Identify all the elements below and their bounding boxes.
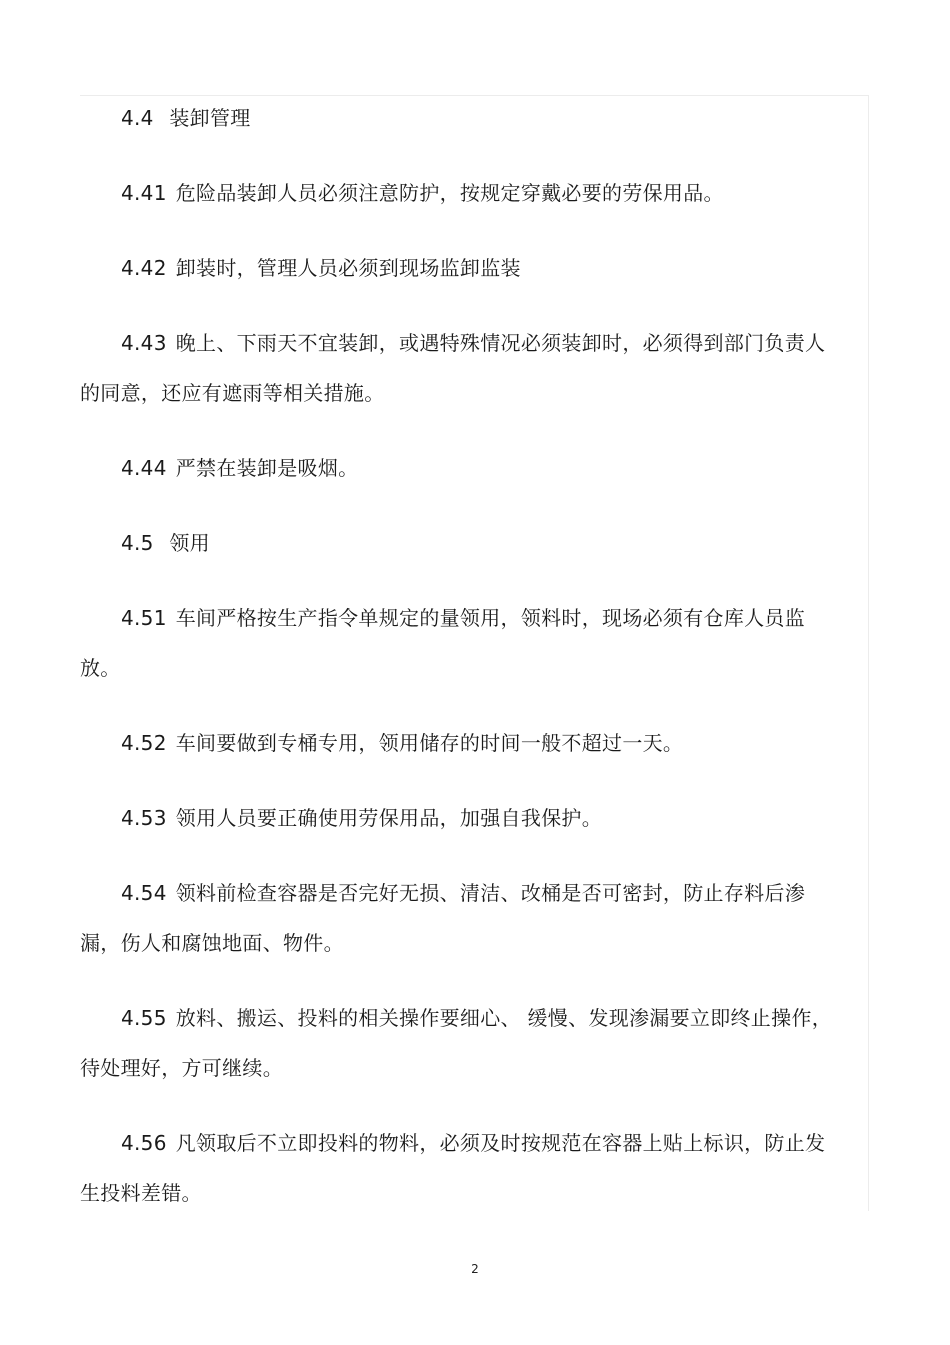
paragraph-4-56 <box>80 1118 840 1218</box>
paragraph-text: 严禁在装卸是吸烟。 <box>175 456 359 480</box>
paragraph-text: 车间严格按生产指令单规定的量领用，领料时，现场必须有仓库人员监放。 <box>80 606 806 680</box>
paragraph-4-41 <box>80 168 840 218</box>
paragraph-4-4 <box>80 93 840 143</box>
section-number: 4.55 <box>121 1006 167 1030</box>
section-number: 4.51 <box>121 606 167 630</box>
paragraph-4-54 <box>80 868 840 968</box>
document-body <box>80 93 840 1243</box>
paragraph-text: 放料、搬运、投料的相关操作要细心、 缓慢、发现渗漏要立即终止操作，待处理好，方可继续。 <box>80 1006 832 1080</box>
paragraph-text: 卸装时，管理人员必须到现场监卸监装 <box>175 256 521 280</box>
paragraph-4-44 <box>80 443 840 493</box>
paragraph-text: 领用 <box>162 531 210 555</box>
paragraph-text: 车间要做到专桶专用，领用储存的时间一般不超过一天。 <box>175 731 684 755</box>
paragraph-text: 领料前检查容器是否完好无损、清洁、改桶是否可密封，防止存料后渗漏，伤人和腐蚀地面、物件。 <box>80 881 806 955</box>
paragraph-4-5 <box>80 518 840 568</box>
paragraph-4-42 <box>80 243 840 293</box>
paragraph-text: 凡领取后不立即投料的物料，必须及时按规范在容器上贴上标识，防止发生投料差错。 <box>80 1131 826 1205</box>
paragraph-4-51 <box>80 593 840 693</box>
paragraph-text: 危险品装卸人员必须注意防护，按规定穿戴必要的劳保用品。 <box>175 181 724 205</box>
section-number: 4.56 <box>121 1131 167 1155</box>
section-number: 4.52 <box>121 731 167 755</box>
section-number: 4.41 <box>121 181 167 205</box>
paragraph-4-53 <box>80 793 840 843</box>
section-number: 4.44 <box>121 456 167 480</box>
paragraph-text: 领用人员要正确使用劳保用品，加强自我保护。 <box>175 806 603 830</box>
section-number: 4.42 <box>121 256 167 280</box>
section-number: 4.53 <box>121 806 167 830</box>
paragraph-4-52 <box>80 718 840 768</box>
paragraph-4-55 <box>80 993 840 1093</box>
page-number: 2 <box>471 1262 479 1276</box>
paragraph-4-43 <box>80 318 840 418</box>
section-number: 4.5 <box>121 531 154 555</box>
section-number: 4.4 <box>121 106 154 130</box>
paragraph-text: 装卸管理 <box>162 106 251 130</box>
section-number: 4.54 <box>121 881 167 905</box>
paragraph-text: 晚上、下雨天不宜装卸，或遇特殊情况必须装卸时，必须得到部门负责人的同意，还应有遮雨等相关措施。 <box>80 331 826 405</box>
section-number: 4.43 <box>121 331 167 355</box>
